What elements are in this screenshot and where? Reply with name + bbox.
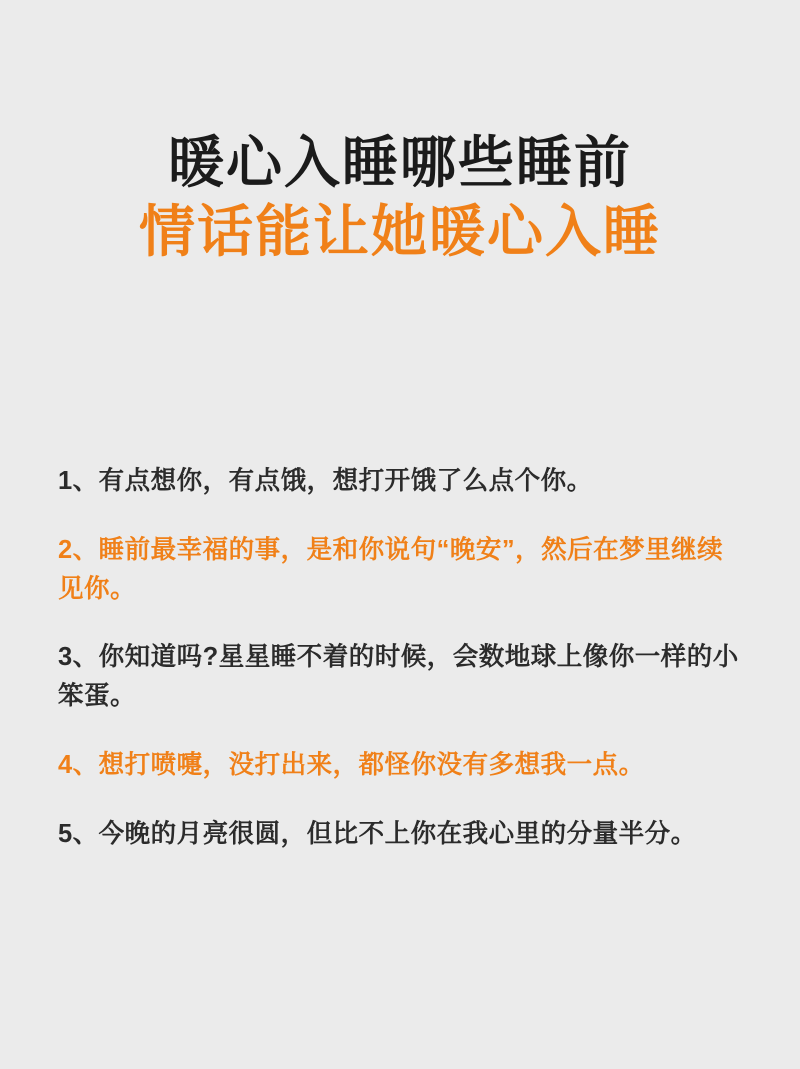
list-item: 1、有点想你，有点饿，想打开饿了么点个你。	[58, 467, 593, 495]
tips-list	[58, 462, 748, 883]
list-item: 2、睡前最幸福的事，是和你说句“晚安”，然后在梦里继续见你。	[58, 535, 724, 603]
list-item: 5、今晚的月亮很圆，但比不上你在我心里的分量半分。	[58, 819, 697, 848]
title-line-primary: 暖心入睡哪些睡前	[168, 131, 632, 194]
list-item: 3、你知道吗?星星睡不着的时候，会数地球上像你一样的小笨蛋。	[58, 643, 739, 710]
list-item: 4、想打喷嚏，没打出来，都怪你没有多想我一点。	[58, 750, 645, 779]
title-line-secondary: 情话能让她暖心入睡	[139, 200, 661, 264]
title-block	[0, 0, 800, 267]
